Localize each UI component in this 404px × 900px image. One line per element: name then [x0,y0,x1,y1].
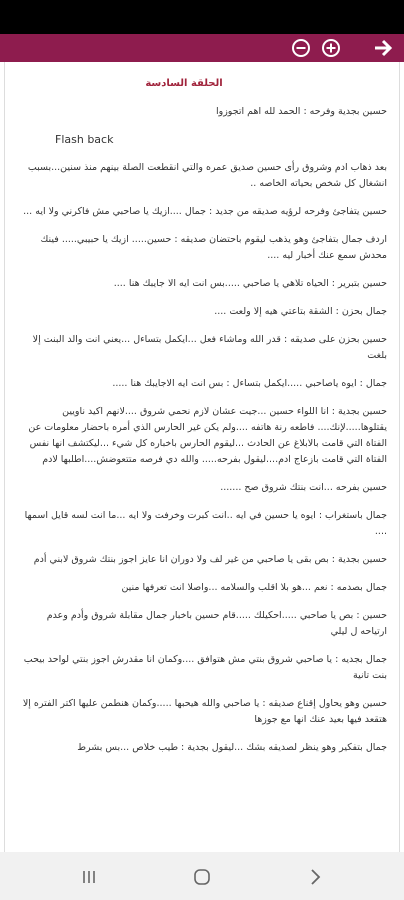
paragraph: حسين بفرحه ...انت بنتك شروق صح ....... [220,482,387,493]
paragraph: حسين وهو يحاول إقناع صديقه : يا صاحبي والله هيحبها .....وكمان هنطمن عليها اكتر الفتره إلا هتقعد فيها بعيد عنك انها مع جوزها [22,698,387,725]
zoom-out-icon [291,38,311,58]
zoom-out-button[interactable] [290,37,312,59]
home-button[interactable] [191,868,213,886]
paragraph: جمال : ايوه ياصاحبي .....ايكمل بتساءل : بس انت ايه الاجايبك هنا ..... [112,378,387,389]
back-chevron-icon [308,868,322,886]
zoom-in-button[interactable] [320,37,342,59]
paragraph: حسين بجدية : بص بقى يا صاحبي من غير لف ولا دوران انا عايز اجوز بنتك شروق لابني أدم [33,554,387,565]
paragraph: جمال بجديه : يا صاحبي شروق بنتي مش هتوافق ....وكمان انا مقدرش اجوز بنتي لواحد بيحب بنت تانية [23,654,387,681]
paragraph: حسين : بص يا صاحبي .....احكيلك .....قام حسين باخبار جمال مقابلة شروق وأدم وعدم ارتياحه ل ليلي [46,610,387,637]
flashback-label: Flash back [55,133,114,146]
paragraph: حسين بجدية : انا اللواء حسين ...جيت عشان لازم نحمي شروق ....لانهم اكيد ناويين يقتلوها.....لإنك.... فاطعه رنة هاتفه ....ولم يكن غير الحارس الذي أمره باحضار معلومات عن الفتاة التي قامت بالابلاغ عن الحادث ...ليقوم الحارس باخباره كل شيء ...ليكتشف انها نفس الفتاة التي قامت بازعاج ادم....ليقول بفرحه..... والله دي فرصه متتعوضش....اطلبها لادم [28,406,387,465]
paragraph: حسين بجدية وفرحه : الحمد لله اهم اتجوزوا [215,106,387,117]
paragraph: جمال بحزن : الشقة بتاعتي هيه إلا ولعت .... [214,306,387,317]
page [4,62,400,852]
reader-content[interactable] [0,62,404,852]
app-bar [0,34,404,62]
recents-icon [80,869,98,885]
article [21,76,387,768]
paragraph: اردف جمال بتفاجئ وهو يذهب ليقوم باحتضان صديقه : حسين..... ازيك يا حبيبي..... فينك محدش سمع عنك أخبار ليه .... [40,234,387,261]
paragraph: حسين بحزن على صديقه : قدر الله وماشاء فعل ...ايكمل بتساءل ...يعني انت والد البنت إلا بلغت [32,334,387,361]
zoom-in-icon [321,38,341,58]
home-icon [193,868,211,886]
paragraph: جمال بتفكير وهو ينظر لصديقه بشك ...ليقول بجدية : طيب خلاص ...بس بشرط [77,742,387,753]
paragraph: حسين بتبرير : الحياه تلاهي يا صاحبي .....بس انت ايه الا جايبك هنا .... [113,278,387,289]
back-button[interactable] [304,868,326,886]
paragraph: بعد ذهاب ادم وشروق رأى حسين صديق عمره والتي انقطعت الصلة بينهم منذ سنين...بسبب انشغال كل شخص بحياته الخاصه .. [27,162,387,189]
paragraph: جمال باستغراب : ايوه يا حسين في ايه ..انت كبرت وخرفت ولا ايه ...ما انت لسه قايل اسمها .... [24,510,387,537]
recents-button[interactable] [78,868,100,886]
paragraph: جمال بصدمه : نعم ...هو بلا اقلب والسلامه ...واصلا انت تعرفها منين [121,582,387,593]
system-nav-bar [0,852,404,900]
paragraph: حسين يتفاجئ وفرحه لرؤيه صديقه من جديد : جمال ....ازيك يا صاحبي مش فاكرني ولا ايه ... [23,206,387,217]
status-bar [0,0,404,34]
chapter-title: الحلقة السادسة [145,78,223,89]
forward-arrow-button[interactable] [372,37,394,59]
arrow-right-icon [373,38,393,58]
